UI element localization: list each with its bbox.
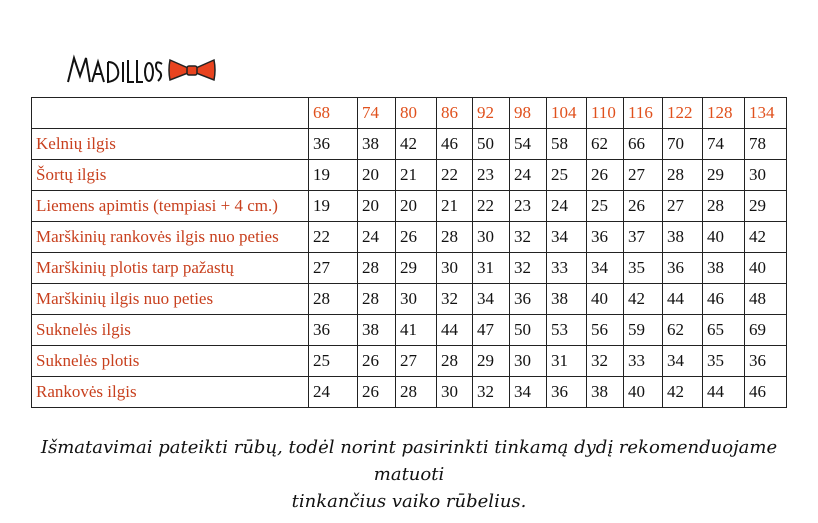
size-header-cell: 92: [473, 98, 510, 129]
size-header-cell: 104: [547, 98, 587, 129]
measurement-cell: 36: [547, 377, 587, 408]
measurement-cell: 26: [358, 346, 396, 377]
size-header-cell: 80: [396, 98, 437, 129]
measurement-cell: 36: [663, 253, 703, 284]
measurement-cell: 38: [358, 129, 396, 160]
measurement-cell: 25: [587, 191, 624, 222]
brand-logo: [64, 26, 164, 86]
measurement-cell: 34: [547, 222, 587, 253]
measurement-cell: 40: [703, 222, 745, 253]
note-line-2: tinkančius vaiko rūbelius.: [291, 491, 527, 512]
measurement-cell: 33: [547, 253, 587, 284]
measurement-cell: 27: [309, 253, 358, 284]
measurement-cell: 27: [624, 160, 663, 191]
measurement-cell: 50: [510, 315, 547, 346]
measurement-cell: 30: [396, 284, 437, 315]
measurement-cell: 54: [510, 129, 547, 160]
table-row: [32, 191, 787, 222]
measurement-cell: 34: [510, 377, 547, 408]
row-label: Liemens apimtis (tempiasi + 4 cm.): [32, 191, 309, 222]
measurement-cell: 31: [547, 346, 587, 377]
measurement-cell: 42: [745, 222, 787, 253]
bow-tie-icon: [168, 56, 216, 84]
table-row: [32, 160, 787, 191]
measurement-cell: 24: [510, 160, 547, 191]
size-header-cell: 74: [358, 98, 396, 129]
measurement-cell: 29: [396, 253, 437, 284]
measurement-cell: 34: [587, 253, 624, 284]
measurement-cell: 28: [358, 253, 396, 284]
measurement-cell: 40: [624, 377, 663, 408]
measurement-cell: 21: [437, 191, 473, 222]
measurement-cell: 46: [703, 284, 745, 315]
measurement-cell: 28: [663, 160, 703, 191]
measurement-cell: 28: [437, 222, 473, 253]
measurement-cell: 38: [358, 315, 396, 346]
measurement-cell: 48: [745, 284, 787, 315]
measurement-cell: 26: [624, 191, 663, 222]
size-header-cell: 128: [703, 98, 745, 129]
measurement-cell: 36: [309, 315, 358, 346]
measurement-cell: 44: [703, 377, 745, 408]
measurement-cell: 29: [703, 160, 745, 191]
measurement-cell: 50: [473, 129, 510, 160]
measurement-cell: 30: [473, 222, 510, 253]
measurement-cell: 33: [624, 346, 663, 377]
row-label: Šortų ilgis: [32, 160, 309, 191]
measurement-cell: 28: [309, 284, 358, 315]
measurement-cell: 38: [703, 253, 745, 284]
size-header-cell: 68: [309, 98, 358, 129]
measurement-cell: 47: [473, 315, 510, 346]
measurement-cell: 32: [510, 222, 547, 253]
measurement-cell: 31: [473, 253, 510, 284]
measurement-cell: 26: [587, 160, 624, 191]
measurement-cell: 40: [587, 284, 624, 315]
measurement-cell: 53: [547, 315, 587, 346]
brand-wordmark: [64, 48, 164, 88]
measurement-cell: 36: [510, 284, 547, 315]
measurement-cell: 36: [745, 346, 787, 377]
measurement-cell: 28: [437, 346, 473, 377]
measurement-cell: 22: [437, 160, 473, 191]
measurement-cell: 74: [703, 129, 745, 160]
corner-cell: [32, 98, 309, 129]
measurement-cell: 23: [510, 191, 547, 222]
measurement-cell: 66: [624, 129, 663, 160]
measurement-cell: 22: [309, 222, 358, 253]
measurement-cell: 35: [624, 253, 663, 284]
measurement-cell: 38: [547, 284, 587, 315]
measurement-cell: 27: [396, 346, 437, 377]
measurement-cell: 30: [437, 253, 473, 284]
measurement-cell: 46: [745, 377, 787, 408]
size-header-row: [32, 98, 787, 129]
measurement-cell: 40: [745, 253, 787, 284]
measurement-cell: 21: [396, 160, 437, 191]
measurement-cell: 69: [745, 315, 787, 346]
measurement-cell: 19: [309, 160, 358, 191]
row-label: Marškinių rankovės ilgis nuo peties: [32, 222, 309, 253]
measurement-cell: 42: [663, 377, 703, 408]
measurement-cell: 25: [309, 346, 358, 377]
measurement-cell: 24: [358, 222, 396, 253]
measurement-cell: 24: [309, 377, 358, 408]
measurement-cell: 62: [663, 315, 703, 346]
table-row: [32, 377, 787, 408]
size-table: [31, 97, 787, 408]
measurement-cell: 78: [745, 129, 787, 160]
measurement-cell: 19: [309, 191, 358, 222]
measurement-cell: 38: [587, 377, 624, 408]
measurement-cell: 28: [703, 191, 745, 222]
size-header-cell: 86: [437, 98, 473, 129]
size-header-cell: 98: [510, 98, 547, 129]
measurement-cell: 70: [663, 129, 703, 160]
row-label: Marškinių plotis tarp pažastų: [32, 253, 309, 284]
measurement-cell: 20: [358, 160, 396, 191]
table-row: [32, 253, 787, 284]
table-row: [32, 346, 787, 377]
measurement-cell: 30: [437, 377, 473, 408]
table-row: [32, 284, 787, 315]
measurement-cell: 46: [437, 129, 473, 160]
measurement-cell: 29: [745, 191, 787, 222]
table-row: [32, 222, 787, 253]
measurement-cell: 38: [663, 222, 703, 253]
measurement-cell: 58: [547, 129, 587, 160]
measurement-cell: 42: [396, 129, 437, 160]
measurement-note: [40, 434, 778, 515]
measurement-cell: 32: [587, 346, 624, 377]
measurement-cell: 44: [663, 284, 703, 315]
measurement-cell: 65: [703, 315, 745, 346]
measurement-cell: 23: [473, 160, 510, 191]
measurement-cell: 20: [396, 191, 437, 222]
measurement-cell: 25: [547, 160, 587, 191]
measurement-cell: 34: [473, 284, 510, 315]
measurement-cell: 59: [624, 315, 663, 346]
measurement-cell: 30: [745, 160, 787, 191]
measurement-cell: 24: [547, 191, 587, 222]
measurement-cell: 37: [624, 222, 663, 253]
measurement-cell: 34: [663, 346, 703, 377]
measurement-cell: 28: [358, 284, 396, 315]
measurement-cell: 41: [396, 315, 437, 346]
measurement-cell: 56: [587, 315, 624, 346]
row-label: Kelnių ilgis: [32, 129, 309, 160]
measurement-cell: 28: [396, 377, 437, 408]
measurement-cell: 26: [358, 377, 396, 408]
size-header-cell: 116: [624, 98, 663, 129]
row-label: Suknelės plotis: [32, 346, 309, 377]
size-header-cell: 122: [663, 98, 703, 129]
measurement-cell: 27: [663, 191, 703, 222]
measurement-cell: 35: [703, 346, 745, 377]
measurement-cell: 29: [473, 346, 510, 377]
measurement-cell: 30: [510, 346, 547, 377]
size-header-cell: 134: [745, 98, 787, 129]
row-label: Rankovės ilgis: [32, 377, 309, 408]
note-line-1: Išmatavimai pateikti rūbų, todėl norint pasirinkti tinkamą dydį rekomenduojame matuoti: [40, 437, 778, 485]
measurement-cell: 62: [587, 129, 624, 160]
measurement-cell: 26: [396, 222, 437, 253]
row-label: Marškinių ilgis nuo peties: [32, 284, 309, 315]
measurement-cell: 36: [309, 129, 358, 160]
measurement-cell: 22: [473, 191, 510, 222]
measurement-cell: 42: [624, 284, 663, 315]
measurement-cell: 32: [437, 284, 473, 315]
table-row: [32, 129, 787, 160]
measurement-cell: 32: [473, 377, 510, 408]
row-label: Suknelės ilgis: [32, 315, 309, 346]
measurement-cell: 36: [587, 222, 624, 253]
table-row: [32, 315, 787, 346]
size-header-cell: 110: [587, 98, 624, 129]
measurement-cell: 20: [358, 191, 396, 222]
measurement-cell: 44: [437, 315, 473, 346]
measurement-cell: 32: [510, 253, 547, 284]
